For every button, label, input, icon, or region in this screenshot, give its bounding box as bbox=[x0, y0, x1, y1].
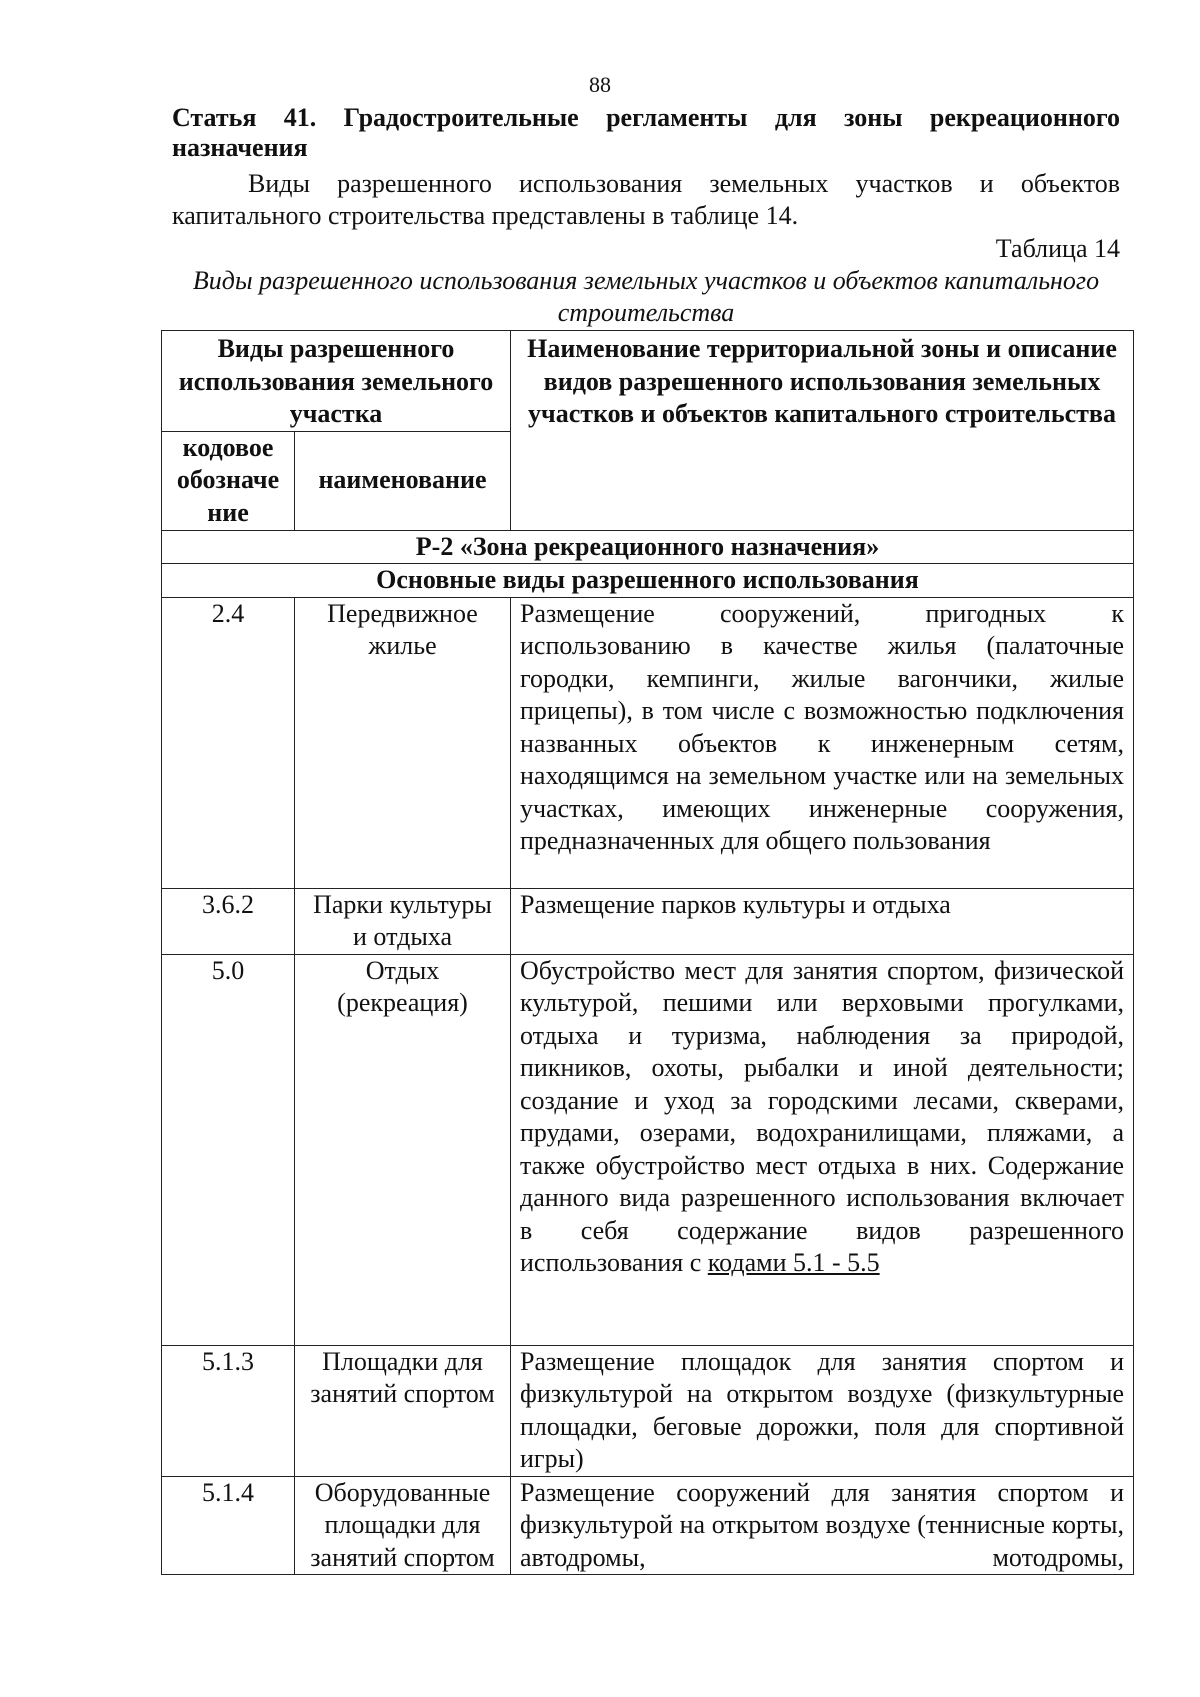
table-caption: Виды разрешенного использования земельных участков и объектов капитального строительства bbox=[192, 266, 1100, 327]
row-description: Размещение парков культуры и отдыха bbox=[511, 888, 1134, 954]
row-name: Оборудованные площадки для занятий спортом bbox=[295, 1476, 511, 1575]
intro-paragraph: Виды разрешенного использования земельных участков и объектов капитального строительства представлены в таблице 14. bbox=[172, 169, 1120, 230]
header-permitted-use-group: Виды разрешенного использования земельного участка bbox=[162, 331, 511, 432]
section-title-row bbox=[162, 564, 1134, 598]
row-description bbox=[511, 954, 1134, 1345]
section-title: Основные виды разрешенного использования bbox=[162, 564, 1134, 598]
row-description: Размещение сооружений, пригодных к использованию в качестве жилья (палаточные городки, кемпинги, жилые вагончики, жилые прицепы), в том числе с возможностью подключения названных объектов к инженерным сетям, находящимся на земельном участке или на земельных участках, имеющих инженерные сооружения, предназначенных для общего пользования bbox=[511, 597, 1134, 888]
zone-title: Р-2 «Зона рекреационного назначения» bbox=[162, 530, 1134, 564]
table-row bbox=[162, 954, 1134, 1345]
page-number: 88 bbox=[589, 72, 611, 97]
table-row bbox=[162, 597, 1134, 888]
row-name: Отдых (рекреация) bbox=[295, 954, 511, 1345]
table-row bbox=[162, 1476, 1134, 1575]
row-code: 5.0 bbox=[162, 954, 295, 1345]
header-name: наименование bbox=[295, 431, 511, 530]
header-code: кодовое обозначе ние bbox=[162, 431, 295, 530]
table-row bbox=[162, 1345, 1134, 1476]
code-range-link[interactable]: кодами 5.1 - 5.5 bbox=[707, 1248, 880, 1277]
row-name: Площадки для занятий спортом bbox=[295, 1345, 511, 1476]
row-description: Размещение сооружений для занятия спортом и физкультурой на открытом воздухе (теннисные корты, автодромы, мотодромы, bbox=[511, 1476, 1134, 1575]
table-header-row bbox=[162, 331, 1134, 432]
row-name: Парки культуры и отдыха bbox=[295, 888, 511, 954]
row-code: 5.1.3 bbox=[162, 1345, 295, 1476]
header-description: Наименование территориальной зоны и описание видов разрешенного использования земельных участков и объектов капитального строительства bbox=[511, 331, 1134, 531]
row-code: 2.4 bbox=[162, 597, 295, 888]
row-name: Передвижное жилье bbox=[295, 597, 511, 888]
zone-title-row bbox=[162, 530, 1134, 564]
table-row bbox=[162, 888, 1134, 954]
permitted-use-table bbox=[161, 330, 1134, 1575]
table-number: Таблица 14 bbox=[995, 234, 1120, 263]
row-code: 5.1.4 bbox=[162, 1476, 295, 1575]
row-description: Размещение площадок для занятия спортом и физкультурой на открытом воздухе (физкультурные площадки, беговые дорожки, поля для спортивной игры) bbox=[511, 1345, 1134, 1476]
row-description-text: Обустройство мест для занятия спортом, физической культурой, пешими или верховыми прогулками, отдыха и туризма, наблюдения за природой, пикников, охоты, рыбалки и иной деятельности; создание и уход за городскими лесами, скверами, прудами, озерами, водохранилищами, пляжами, а также обустройство мест отдыха в них. Содержание данного вида разрешенного использования включает в себя содержание видов разрешенного использования с bbox=[520, 955, 1124, 1277]
article-heading: Статья 41. Градостроительные регламенты для зоны рекреационного назначения bbox=[172, 103, 1120, 162]
row-code: 3.6.2 bbox=[162, 888, 295, 954]
